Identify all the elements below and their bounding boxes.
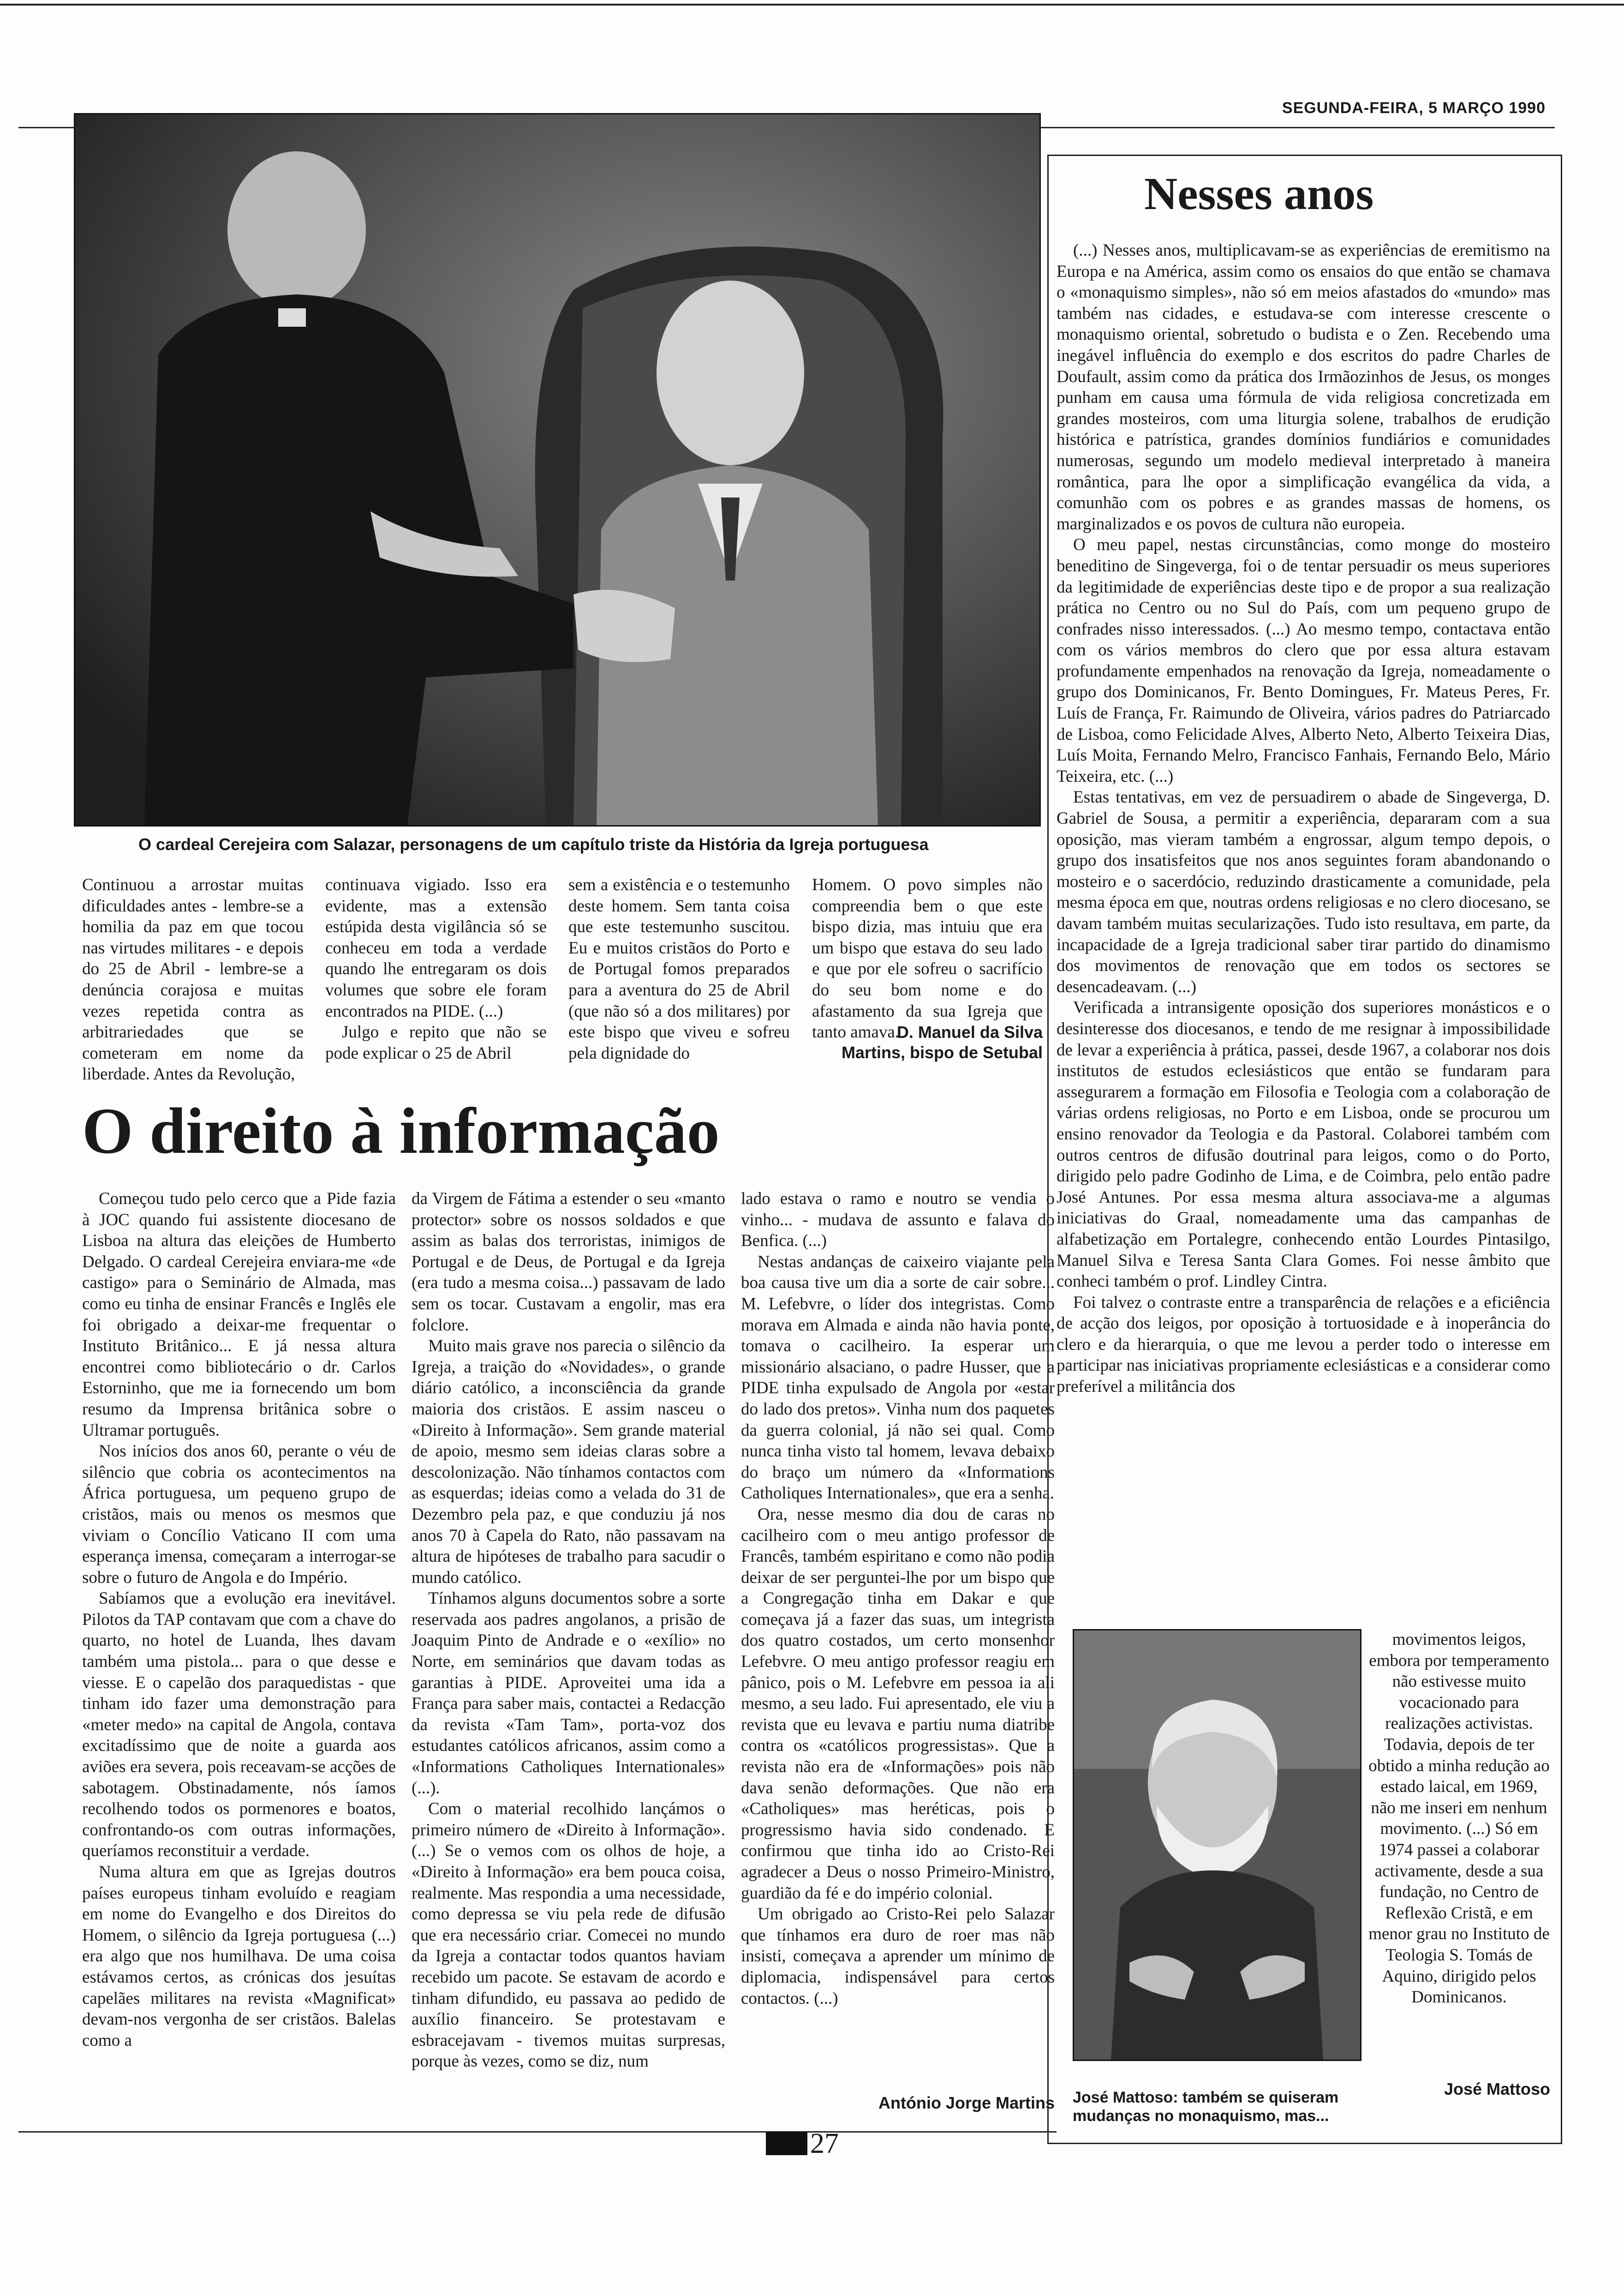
silva-column-2 <box>325 875 547 1073</box>
mattoso-portrait <box>1074 1630 1360 2060</box>
main-paragraph: Ora, nesse mesmo dia dou de caras no cacilheiro com o meu antigo professor de Francês, também espiritano e como não podia deixar de ser perguntei-lhe por um bispo que a Congregação tinha em Dakar e que começava já a fazer das suas, um integrista dos quatro costados, um certo monsenhor Lefebvre. O meu antigo professor reagiu em pânico, pois o M. Lefebvre em pessoa ia ali mesmo, a seu lado. Fui apresentado, ele viu a revista que eu levava e partiu numa diatribe contra os «católicos progressistas». Que a revista não era de «Informações» pois não dava senão deformações. Que não era «Catholiques» mas heréticas, pois o progressismo havia sido condenado. E confirmou que tinha ido ao Cristo-Rei agradecer a Deus o nosso Primeiro-Ministro, guardião da fé e do império colonial. <box>741 1504 1055 1903</box>
silva-paragraph: continuava vigiado. Isso era evidente, mas a extensão estúpida desta vigilância só se conheceu em toda a verdade quando lhe entregaram os dois volumes que sobre ele foram encontrados na PIDE. (...) <box>325 875 547 1021</box>
main-author: António Jorge Martins <box>878 2093 1055 2112</box>
publication-logo-icon <box>766 2132 807 2155</box>
sidebar-paragraph: O meu papel, nestas circunstâncias, como monge do mosteiro beneditino de Singeverga, foi o de tentar persuadir os meus superiores da legitimidade de experiências deste tipo e de propor a sua realização prática no Centro ou no Sul do País, com um pequeno grupo de confrades nisso interessados. (...) Ao mesmo tempo, contactava então com os vários membros do clero que por essa altura estavam profundamente empenhados na renovação da Igreja, nomeadamente o grupo dos Dominicanos, Fr. Bento Domingues, Fr. Mateus Peres, Fr. Luís de França, Fr. Raimundo de Oliveira, vários padres do Patriarcado de Lisboa, como Felicidade Alves, Alberto Neto, Alberto Teixeira Dias, Luís Moita, Fernando Melro, Francisco Fanhais, Fernando Belo, Mário Teixeira, etc. (...) <box>1057 535 1550 786</box>
top-photo-caption: O cardeal Cerejeira com Salazar, personagens de um capítulo triste da História da Igreja portuguesa <box>138 835 929 854</box>
main-paragraph: Com o material recolhido lançámos o primeiro número de «Direito à Informação». (...) Se o vemos com os olhos de hoje, a «Direito à Informação» era bem pouca coisa, realmente. Mas respondia a uma necessidade, como depressa se viu pela rede de difusão que era necessário criar. Comecei no mundo da Igreja a contactar todos quantos haviam recebido um pacote. Se estavam de acordo e tinham difundido, eu passava ao pedido de auxílio financeiro. Se protestavam e esbracejavam - tivemos muitas surpresas, porque às vezes, como se diz, num <box>412 1799 725 2071</box>
page-footer <box>766 2128 839 2159</box>
sidebar-wrap-text <box>1368 1629 1550 2081</box>
main-column-1 <box>82 1188 396 2125</box>
sidebar-paragraph: movimentos leigos, embora por temperamento não estivesse muito vocacionado para realizações activistas. Todavia, depois de ter obtido a minha redução ao estado laical, em 1969, não me inseri em nenhum movimento. (...) Só em 1974 passei a colaborar activamente, desde a sua fundação, no Centro de Reflexão Cristã, e em menor grau no Instituto de Teologia S. Tomás de Aquino, dirigido pelos Dominicanos. <box>1368 1630 1550 2007</box>
cerejeira-salazar-photo <box>74 113 1041 827</box>
silva-column-1 <box>82 875 304 1084</box>
sidebar-paragraph: (...) Nesses anos, multiplicavam-se as experiências de eremitismo na Europa e na América, assim como os ensaios do que então se chamava o «monaquismo simples», não só em meios afastados do «mundo» mas também nas cidades, e estudava-se com interesse crescente o monaquismo oriental, sobretudo o budista e o Zen. Recebendo uma inegável influência do exemplo e dos escritos do padre Charles de Doufault, assim como da prática dos Irmãozinhos de Jesus, os monges punham em causa uma fórmula de vida religiosa concretizada em grandes mosteiros, com uma liturgia solene, trabalhos de erudição histórica e patrística, grandes domínios fundiários e comunidades numerosas, segundo um modelo medieval interpretado à maneira romântica, para lhe opor a simplificação evangélica da vida, a comunhão com os pobres e as grandes massas de homens, os marginalizados e os povos de cultura não europeia. <box>1057 241 1550 533</box>
top-border-rule <box>0 4 1624 6</box>
sidebar-paragraph: Estas tentativas, em vez de persuadirem o abade de Singeverga, D. Gabriel de Sousa, a permitir a experiência, depararam com a sua oposição, mas vieram também a engrossar, algum tempo depois, o grupo dos insatisfeitos que nos anos seguintes foram abandonando o mosteiro e o sacerdócio, reduzindo drasticamente a comunidade, pela mesma época em que, noutras ordens religiosas e no clero diocesano, se davam também muitas secularizações. Tudo isto resultava, em parte, da incapacidade de a Igreja tradicional saber tirar partido do dinamismo dos movimentos de renovação que em todos os sectores se desencadeavam. (...) <box>1057 788 1550 996</box>
sidebar-paragraph: Verificada a intransigente oposição dos superiores monásticos e o desinteresse dos diocesanos, e tendo de me resignar à impossibilidade de levar a experiência à prática, passei, desde 1967, a colaborar nos dois institutos de estudos eclesiásticos que então se fundaram para assegurarem a formação em Filosofia e Teologia com a colaboração de várias ordens religiosas, no Porto e em Lisboa, onde se procurou um ensino renovador da Teologia e da Pastoral. Colaborei também com outros centros de difusão doutrinal para leigos, como o do Porto, dirigido pelo padre Godinho de Lima, e de Coimbra, pelo então padre José Antunes. Por essa mesma altura associava-me a algumas iniciativas do Graal, nomeadamente uma das campanhas de alfabetização em Portalegre, conhecendo então Lourdes Pintasilgo, Manuel Silva e Teresa Santa Clara Gomes. Foi nesse âmbito que conheci também o prof. Lindley Cintra. <box>1057 998 1550 1291</box>
sidebar-headline: Nesses anos <box>1144 168 1374 219</box>
sidebar-paragraph: Foi talvez o contraste entre a transparência de relações e a eficiência de acção dos leigos, por oposição à tortuosidade e à inoperância do clero e da hierarquia, o que me levou a perder todo o interesse em participar nas iniciativas propriamente eclesiásticas e a considerar como preferível a militância dos <box>1057 1293 1550 1396</box>
main-column-3 <box>741 1188 1055 2084</box>
main-paragraph: lado estava o ramo e noutro se vendia o vinho... - mudava de assunto e falava do Benfica. (...) <box>741 1189 1055 1251</box>
main-paragraph: Nestas andanças de caixeiro viajante pela boa causa tive um dia a sorte de cair sobre... M. Lefebvre, o líder dos integristas. Como morava em Almada e ainda não havia ponte, tomava o cacilheiro. Ia esperar um missionário alsaciano, o padre Husser, que a PIDE tinha expulsado de Angola por «estar do lado dos pretos». Vinha num dos paquetes da guerra colonial, já não sei qual. Como nunca tinha visto tal homem, levava debaixo do braço um número da «Informations Catholiques Internationales», que era a senha. <box>741 1252 1055 1503</box>
main-column-2 <box>412 1188 725 2125</box>
main-paragraph: Tínhamos alguns documentos sobre a sorte reservada aos padres angolanos, a prisão de Joaquim Pinto de Andrade e o «exílio» no Norte, em seminários que davam todas as garantias à PIDE. Aproveitei uma ida a França para saber mais, contactei a Redacção da revista «Tam Tam», porta-voz dos estudantes católicos africanos, assim como a «Informations Catholiques Internationales» (...). <box>412 1589 725 1798</box>
footer-rule <box>18 2131 1057 2133</box>
sidebar-body <box>1057 240 1550 1627</box>
silva-signature-name: D. Manuel da Silva <box>896 1023 1043 1042</box>
silva-paragraph: Julgo e repito que não se pode explicar o 25 de Abril <box>325 1023 547 1063</box>
silva-paragraph: Continuou a arrostar muitas dificuldades antes - lembre-se a homilia da paz em que tocou nas virtudes militares - e depois do 25 de Abril - lembre-se a denúncia corajosa e muitas vezes repetida contra as arbitrariedades que se cometeram em nome da liberdade. Antes da Revolução, <box>82 875 304 1084</box>
main-paragraph: da Virgem de Fátima a estender o seu «manto protector» sobre os nossos soldados e que assim as balas dos terroristas, inimigos de Portugal e de Deus, de Portugal e da Igreja (era tudo a mesma coisa...) passavam de lado sem os tocar. Custavam a engolir, mas era folclore. <box>412 1189 725 1335</box>
silva-paragraph: sem a existência e o testemunho deste homem. Sem tanta coisa que este testemunho suscitou. Eu e muitos cristãos do Porto e de Portugal fomos preparados para a aventura do 25 de Abril (que não só a dos militares) por este bispo que viveu e sofreu pela dignidade do <box>568 875 790 1063</box>
main-paragraph: Nos inícios dos anos 60, perante o véu de silêncio que cobria os acontecimentos na África portuguesa, um pequeno grupo de cristãos, mais ou menos os mesmos que viviam o Concílio Vaticano II com uma esperança imensa, começaram a interrogar-se sobre o futuro de Angola e do Império. <box>82 1442 396 1587</box>
main-headline: O direito à informação <box>82 1094 720 1167</box>
silva-paragraph: Homem. O povo simples não compreendia bem o que este bispo dizia, mas intuiu que era um bispo que estava do seu lado e que por ele sofreu o sacrifício do seu bom nome e do afastamento da sua Igreja que tanto amava. <box>812 875 1043 1042</box>
sidebar-author: José Mattoso <box>1444 2079 1550 2098</box>
main-paragraph: Um obrigado ao Cristo-Rei pelo Salazar que tínhamos era duro de roer mas não insisti, começava a aprender um mínimo de diplomacia, indispensável para certos contactos. (...) <box>741 1905 1055 2008</box>
main-paragraph: Numa altura em que as Igrejas doutros países europeus tinham evoluído e reagiam em nome do Evangelho e dos Direitos do Homem, o silêncio da Igreja portuguesa (...) era algo que nos humilhava. De uma coisa estávamos certos, as crónicas dos jesuítas capelães militares na revista «Magnificat» devam-nos vergonha de ser cristãos. Balelas como a <box>82 1863 396 2050</box>
dateline: SEGUNDA-FEIRA, 5 MARÇO 1990 <box>1282 99 1546 117</box>
main-paragraph: Muito mais grave nos parecia o silêncio da Igreja, a traição do «Novidades», o grande diário católico, a inconsciência da grande maioria dos cristãos. E assim nasceu o «Direito à Informação». Sem grande material de apoio, mesmo sem ideias claras sobre a descolonização. Não tínhamos contactos com as esquerdas; ideias como a velada do 31 de Dezembro pela paz, e que conduziu já nos anos 70 à Capela do Rato, não passavam na altura de hipóteses de trabalho para sacudir o mundo católico. <box>412 1336 725 1587</box>
mattoso-photo <box>1073 1629 1361 2061</box>
mattoso-photo-caption: José Mattoso: também se quiseram mudanças no monaquismo, mas... <box>1073 2089 1339 2125</box>
page-number: 27 <box>810 2128 839 2159</box>
silva-signature-title: Martins, bispo de Setubal <box>841 1043 1043 1062</box>
silva-column-3 <box>568 875 790 1073</box>
photo-illustration <box>75 114 1039 825</box>
main-paragraph: Sabíamos que a evolução era inevitável. Pilotos da TAP contavam que com a chave do quarto, no hotel de Luanda, lhes davam também uma pistola... para o que desse e viesse. E o capelão dos paraquedistas - que tinham ido fazer uma demonstração para «meter medo» na capital de Angola, contava excitadíssimo que de noite a guarda aos aviões era severa, pois receavam-se acções de sabotagem. Obstinadamente, nós íamos recolhendo todos os pormenores e boatos, confrontando-os com outras informações, queríamos reconstituir a verdade. <box>82 1589 396 1861</box>
main-paragraph: Começou tudo pelo cerco que a Pide fazia à JOC quando fui assistente diocesano de Lisboa na altura das eleições de Humberto Delgado. O cardeal Cerejeira enviara-me «de castigo» para o Seminário de Almada, mas como eu tinha de ensinar Francês e Inglês ele foi obrigado a deixar-me frequentar o Instituto Britânico... E já nessa altura encontrei como bibliotecário o dr. Carlos Estorninho, que me ia fornecendo um bom resumo da Imprensa britânica sobre o Ultramar português. <box>82 1189 396 1440</box>
silva-signature <box>812 1022 1043 1063</box>
